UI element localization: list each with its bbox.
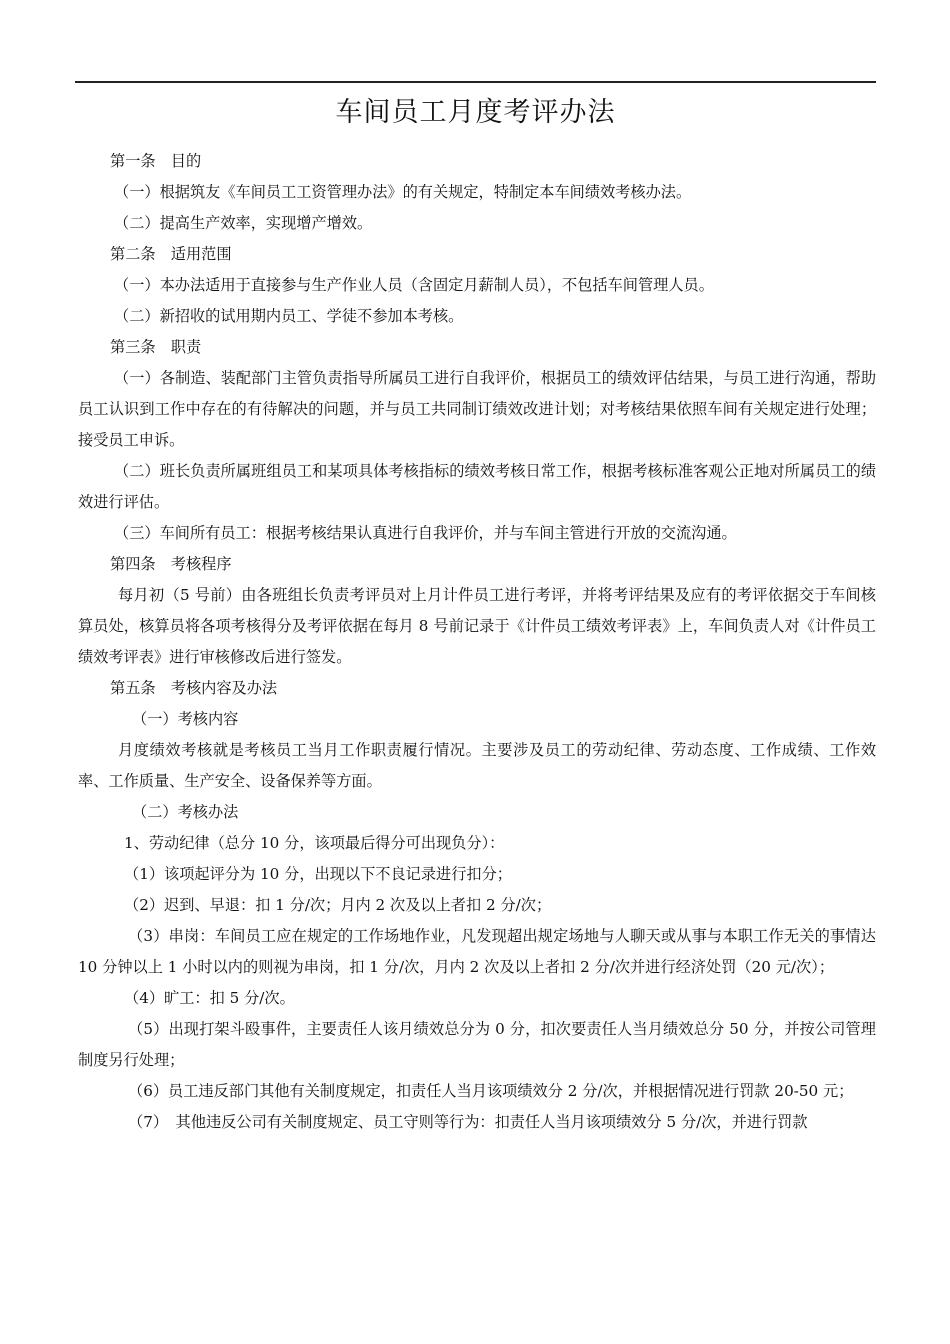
paragraph: 月度绩效考核就是考核员工当月工作职责履行情况。主要涉及员工的劳动纪律、劳动态度、工作成绩、工作效率、工作质量、生产安全、设备保养等方面。 — [78, 741, 876, 790]
paragraph: （二）提高生产效率，实现增产增效。 — [114, 214, 373, 232]
paragraph: 每月初（5 号前）由各班组长负责考评员对上月计件员工进行考评，并将考评结果及应有的考评依据交于车间核算员处，核算员将各项考核得分及考评依据在每月 8 号前记录于《计件员工绩效考评表》上，车间负责人对《计件员工绩效考评表》进行审核修改后进行签发。 — [78, 586, 876, 666]
document-body — [78, 146, 876, 1138]
paragraph: （二）班长负责所属班组员工和某项具体考核指标的绩效考核日常工作，根据考核标准客观公正地对所属员工的绩效进行评估。 — [78, 462, 876, 511]
list-item: （6）员工违反部门其他有关制度规定，扣责任人当月该项绩效分 2 分/次，并根据情况进行罚款 20-50 元； — [128, 1082, 854, 1100]
sub-heading: （二）考核办法 — [132, 803, 239, 821]
header-rule — [75, 81, 876, 83]
section-heading: 第四条 考核程序 — [110, 555, 232, 573]
paragraph: （一）各制造、装配部门主管负责指导所属员工进行自我评价，根据员工的绩效评估结果，与员工进行沟通，帮助员工认识到工作中存在的有待解决的问题，并与员工共同制订绩效改进计划；对考核结果依照车间有关规定进行处理；接受员工申诉。 — [78, 369, 876, 449]
list-item: （4）旷工：扣 5 分/次。 — [124, 989, 295, 1007]
paragraph: （三）车间所有员工：根据考核结果认真进行自我评价，并与车间主管进行开放的交流沟通。 — [114, 524, 737, 542]
paragraph: （一）根据筑友《车间员工工资管理办法》的有关规定，特制定本车间绩效考核办法。 — [114, 183, 692, 201]
paragraph: （一）本办法适用于直接参与生产作业人员（含固定月薪制人员），不包括车间管理人员。 — [114, 276, 714, 294]
section-heading: 第一条 目的 — [110, 152, 202, 170]
list-item: 1、劳动纪律（总分 10 分，该项最后得分可出现负分）： — [124, 834, 505, 852]
document-title: 车间员工月度考评办法 — [335, 97, 616, 128]
list-item: （5）出现打架斗殴事件，主要责任人该月绩效总分为 0 分，扣次要责任人当月绩效总分 50 分，并按公司管理制度另行处理； — [78, 1020, 876, 1069]
list-item: （1）该项起评分为 10 分，出现以下不良记录进行扣分； — [124, 865, 512, 883]
list-item: （3）串岗：车间员工应在规定的工作场地作业，凡发现超出规定场地与人聊天或从事与本职工作无关的事情达 10 分钟以上 1 小时以内的则视为串岗，扣 1 分/次，月内 2 次及以上者扣 2 分/次并进行经济处罚（20 元/次）； — [78, 927, 876, 976]
paragraph: （二）新招收的试用期内员工、学徒不参加本考核。 — [114, 307, 464, 325]
section-heading: 第二条 适用范围 — [110, 245, 232, 263]
list-item: （7） 其他违反公司有关制度规定、员工守则等行为：扣责任人当月该项绩效分 5 分/次，并进行罚款 — [128, 1113, 808, 1131]
section-heading: 第五条 考核内容及办法 — [110, 679, 278, 697]
list-item: （2）迟到、早退：扣 1 分/次；月内 2 次及以上者扣 2 分/次； — [124, 896, 552, 914]
sub-heading: （一）考核内容 — [132, 710, 239, 728]
section-heading: 第三条 职责 — [110, 338, 202, 356]
